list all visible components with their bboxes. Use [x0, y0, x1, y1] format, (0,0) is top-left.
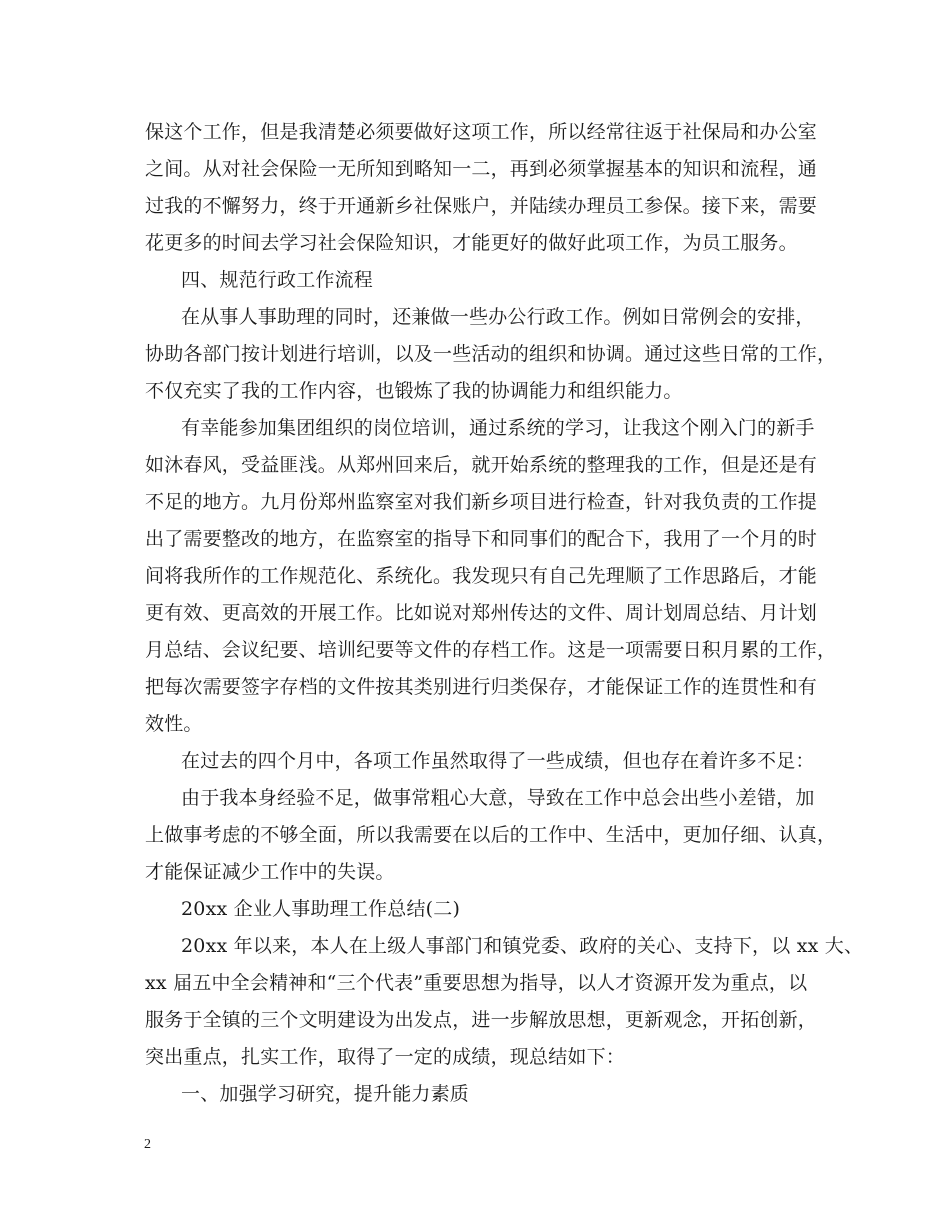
text-line: 花更多的时间去学习社会保险知识，才能更好的做好此项工作，为员工服务。 [145, 232, 798, 254]
section-heading: 一、加强学习研究，提升能力素质 [181, 1083, 470, 1105]
text-line: 才能保证减少工作中的失误。 [145, 861, 395, 883]
text-line: 保这个工作，但是我清楚必须要做好这项工作，所以经常往返于社保局和办公室 [145, 121, 818, 143]
page-number: 2 [144, 1137, 151, 1152]
text-line: 在过去的四个月中，各项工作虽然取得了一些成绩，但也存在着许多不足： [181, 750, 815, 772]
text-line: 效性。 [145, 713, 203, 735]
text-line: 有幸能参加集团组织的岗位培训，通过系统的学习，让我这个刚入门的新手 [181, 417, 815, 439]
text-line: 如沐春风，受益匪浅。从郑州回来后，就开始系统的整理我的工作，但是还是有 [145, 454, 818, 476]
text-line: 不仅充实了我的工作内容，也锻炼了我的协调能力和组织能力。 [145, 380, 683, 402]
text-line: 过我的不懈努力，终于开通新乡社保账户，并陆续办理员工参保。接下来，需要 [145, 195, 818, 217]
text-line: 由于我本身经验不足，做事常粗心大意，导致在工作中总会出些小差错，加 [181, 787, 815, 809]
text-line: 间将我所作的工作规范化、系统化。我发现只有自己先理顺了工作思路后，才能 [145, 565, 818, 587]
text-line: 月总结、会议纪要、培训纪要等文件的存档工作。这是一项需要日积月累的工作， [145, 639, 837, 661]
text-line: 协助各部门按计划进行培训，以及一些活动的组织和协调。通过这些日常的工作， [145, 343, 837, 365]
text-line: 不足的地方。九月份郑州监察室对我们新乡项目进行检查，针对我负责的工作提 [145, 491, 818, 513]
text-line: 在从事人事助理的同时，还兼做一些办公行政工作。例如日常例会的安排， [181, 306, 815, 328]
text-line: 上做事考虑的不够全面，所以我需要在以后的工作中、生活中，更加仔细、认真， [145, 824, 837, 846]
text-line: 服务于全镇的三个文明建设为出发点，进一步解放思想，更新观念，开拓创新， [145, 1009, 818, 1031]
text-line: 把每次需要签字存档的文件按其类别进行归类保存，才能保证工作的连贯性和有 [145, 676, 818, 698]
text-line: 20xx 年以来，本人在上级人事部门和镇党委、政府的关心、支持下，以 xx 大、 [181, 935, 864, 957]
text-line: 出了需要整改的地方，在监察室的指导下和同事们的配合下，我用了一个月的时 [145, 528, 818, 550]
text-line: 之间。从对社会保险一无所知到略知一二，再到必须掌握基本的知识和流程，通 [145, 158, 818, 180]
section-heading: 四、规范行政工作流程 [181, 269, 374, 291]
text-line: 突出重点，扎实工作，取得了一定的成绩，现总结如下： [145, 1046, 626, 1068]
subtitle-heading: 20xx 企业人事助理工作总结(二) [181, 898, 461, 920]
text-line: xx 届五中全会精神和“三个代表”重要思想为指导，以人才资源开发为重点，以 [145, 972, 808, 994]
text-line: 更有效、更高效的开展工作。比如说对郑州传达的文件、周计划周总结、月计划 [145, 602, 818, 624]
